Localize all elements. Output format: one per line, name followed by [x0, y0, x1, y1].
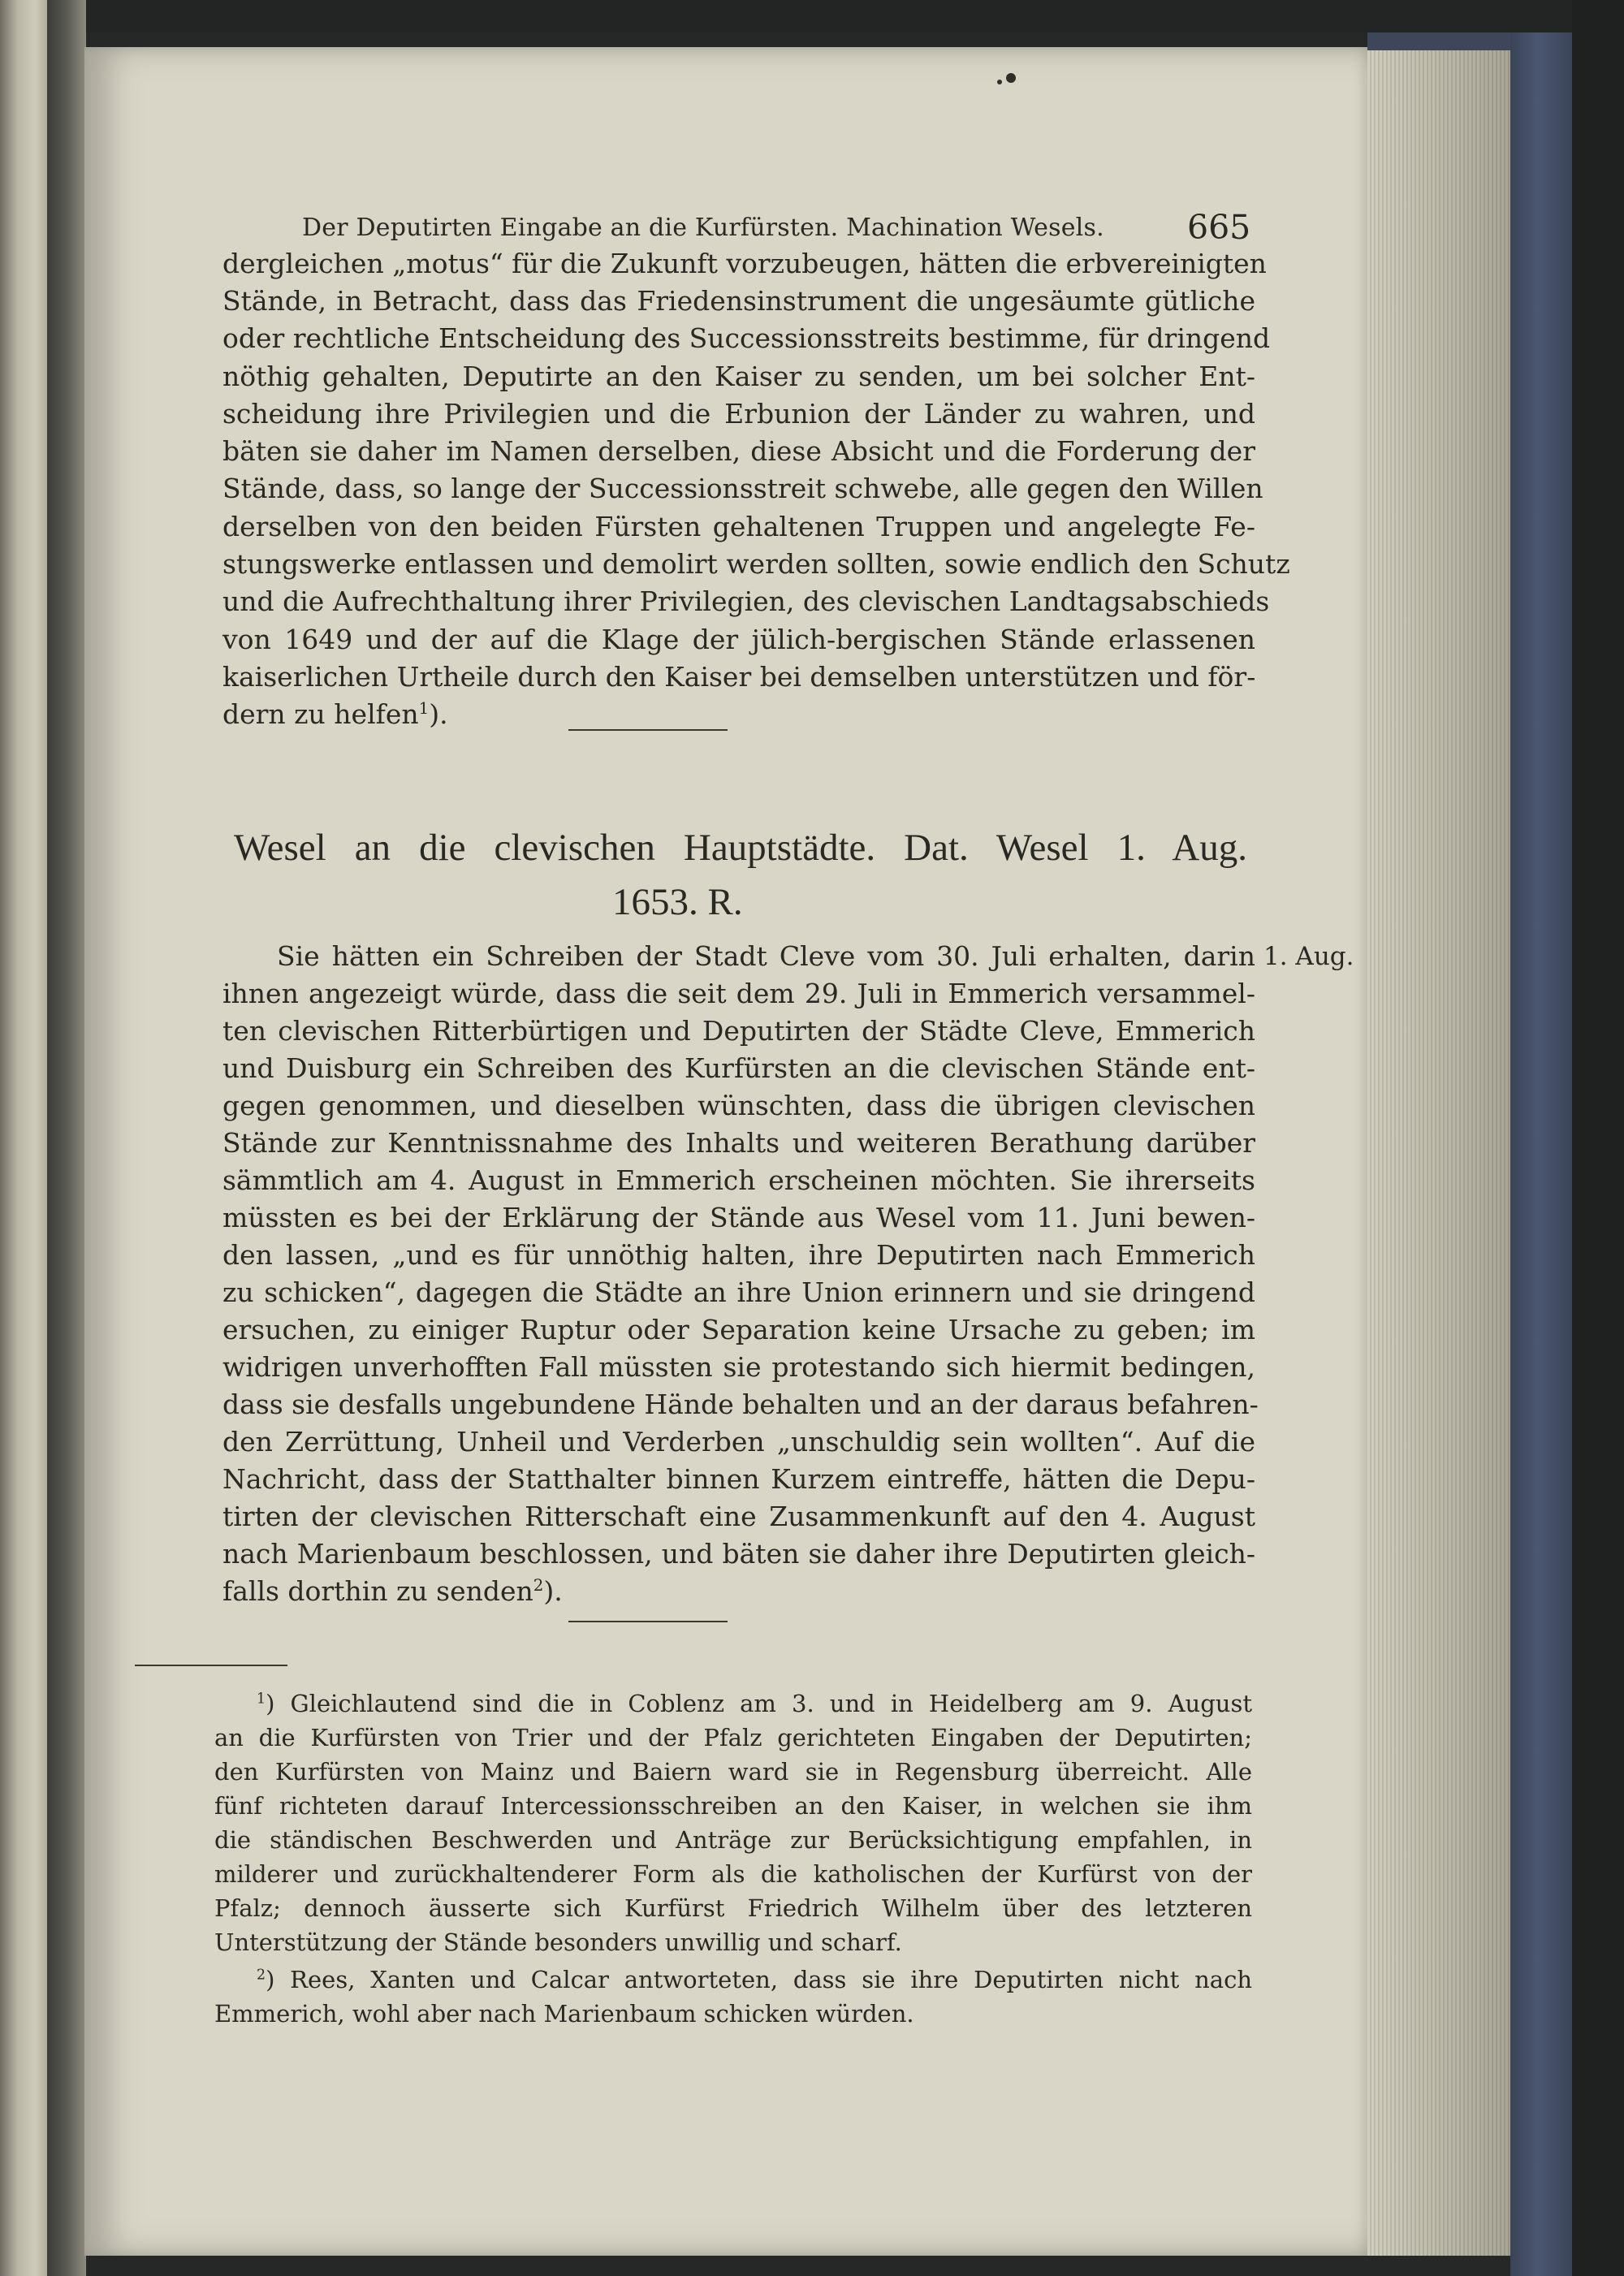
text-line: Sie hätten ein Schreiben der Stadt Cleve vom 30. Juli erhalten, darin: [277, 940, 1255, 972]
text-line-last: [222, 1575, 1255, 1608]
footnote-line: den Kurfürsten von Mainz und Baiern ward sie in Regensburg überreicht. Alle: [214, 1758, 1252, 1786]
footnote-line: die ständischen Beschwerden und Anträge zur Berücksichtigung empfahlen, in: [214, 1826, 1252, 1854]
text-line: scheidung ihre Privilegien und die Erbunion der Länder zu wahren, und: [222, 398, 1255, 430]
footnote-line: an die Kurfürsten von Trier und der Pfalz gerichteten Eingaben der Deputirten;: [214, 1724, 1252, 1751]
margin-date-note: 1. Aug.: [1263, 942, 1354, 971]
text-line: dern zu helfen: [222, 698, 419, 730]
text-line: widrigen unverhofften Fall müssten sie protestando sich hiermit bedingen,: [222, 1351, 1255, 1383]
text-line: stungswerke entlassen und demolirt werden sollten, sowie endlich den Schutz: [222, 548, 1290, 580]
text-line: ihnen angezeigt würde, dass die seit dem 29. Juli in Emmerich versammel-: [222, 978, 1255, 1009]
text-line: tirten der clevischen Ritterschaft eine Zusammenkunft auf den 4. August: [222, 1501, 1255, 1532]
text-line: und die Aufrechthaltung ihrer Privilegien, des clevischen Landtagsabschieds: [222, 585, 1270, 617]
text-line: von 1649 und der auf die Klage der jülich-bergischen Stände erlassenen: [222, 624, 1255, 655]
footnote-line: fünf richteten darauf Intercessionsschreiben an den Kaiser, in welchen sie ihm: [214, 1792, 1252, 1820]
text-line-end: ).: [429, 698, 448, 730]
text-line: ten clevischen Ritterbürtigen und Deputirten der Städte Cleve, Emmerich: [222, 1015, 1255, 1047]
text-line: nöthig gehalten, Deputirte an den Kaiser zu senden, um bei solcher Ent-: [222, 361, 1255, 392]
footnote-line: milderer und zurückhaltenderer Form als die katholischen der Kurfürst von der: [214, 1860, 1252, 1888]
footnote-text: ) Rees, Xanten und Calcar antworteten, dass sie ihre Deputirten nicht nach: [266, 1966, 1252, 1993]
section-divider: [568, 1621, 728, 1622]
ink-spot: [1006, 73, 1016, 83]
section-heading-line-2: 1653. R.: [612, 881, 743, 923]
running-head: Der Deputirten Eingabe an die Kurfürsten. Machination Wesels.: [302, 214, 1104, 242]
text-line: den lassen, „und es für unnöthig halten, ihre Deputirten nach Emmerich: [222, 1239, 1255, 1271]
text-line: ersuchen, zu einiger Ruptur oder Separation keine Ursache zu geben; im: [222, 1314, 1255, 1345]
footnote-line: Pfalz; dennoch äusserte sich Kurfürst Friedrich Wilhelm über des letzteren: [214, 1894, 1252, 1922]
section-heading-line-1: Wesel an die clevischen Hauptstädte. Dat. Wesel 1. Aug.: [234, 827, 1247, 869]
text-line: gegen genommen, und dieselben wünschten, dass die übrigen clevischen: [222, 1090, 1255, 1121]
background-right: [1572, 0, 1624, 2276]
text-line: bäten sie daher im Namen derselben, diese Absicht und die Forderung der: [222, 435, 1255, 467]
text-line: derselben von den beiden Fürsten gehaltenen Truppen und angelegte Fe-: [222, 511, 1255, 542]
text-line-end: ).: [543, 1575, 563, 1607]
text-line: nach Marienbaum beschlossen, und bäten sie daher ihre Deputirten gleich-: [222, 1538, 1255, 1570]
book-gutter: [47, 0, 86, 2276]
footnote-line: [257, 1689, 1252, 1718]
book-page: [84, 47, 1367, 2256]
page-number: 665: [1187, 208, 1251, 247]
text-line-last: [222, 698, 1255, 731]
section-divider: [568, 729, 728, 731]
footnote-separator: [135, 1665, 287, 1666]
footnote-number: 2: [257, 1967, 266, 1984]
text-line: Stände, dass, so lange der Successionsstreit schwebe, alle gegen den Willen: [222, 473, 1263, 504]
text-line: und Duisburg ein Schreiben des Kurfürsten an die clevischen Stände ent-: [222, 1052, 1255, 1084]
ink-spot: [997, 80, 1002, 84]
text-line: falls dorthin zu senden: [222, 1575, 533, 1607]
text-line: oder rechtliche Entscheidung des Successionsstreits bestimme, für dringend: [222, 322, 1271, 354]
previous-page-edge: [0, 0, 50, 2276]
page-stack-shadow: [1367, 50, 1510, 2256]
text-line: dergleichen „motus“ für die Zukunft vorzubeugen, hätten die erbvereinigten: [222, 248, 1267, 279]
text-line: müssten es bei der Erklärung der Stände aus Wesel vom 11. Juni bewen-: [222, 1202, 1255, 1233]
footnote-line: Unterstützung der Stände besonders unwillig und scharf.: [214, 1928, 902, 1956]
text-line: den Zerrüttung, Unheil und Verderben „unschuldig sein wollten“. Auf die: [222, 1426, 1255, 1458]
footnote-mark: 1: [418, 699, 430, 718]
text-line: Stände, in Betracht, dass das Friedensinstrument die ungesäumte gütliche: [222, 285, 1255, 317]
text-line: zu schicken“, dagegen die Städte an ihre Union erinnern und sie dringend: [222, 1276, 1255, 1308]
footnote-number: 1: [257, 1691, 266, 1708]
text-line: dass sie desfalls ungebundene Hände behalten und an der daraus befahren-: [222, 1388, 1259, 1420]
footnote-line: [257, 1965, 1252, 1994]
footnote-line: Emmerich, wohl aber nach Marienbaum schicken würden.: [214, 2000, 914, 2028]
footnote-text: ) Gleichlautend sind die in Coblenz am 3. und in Heidelberg am 9. August: [266, 1690, 1252, 1717]
footnote-mark: 2: [533, 1576, 544, 1595]
background-top: [84, 0, 1624, 32]
text-line: Nachricht, dass der Statthalter binnen Kurzem eintreffe, hätten die Depu-: [222, 1463, 1255, 1495]
text-line: kaiserlichen Urtheile durch den Kaiser bei demselben unterstützen und för-: [222, 661, 1256, 693]
text-line: sämmtlich am 4. August in Emmerich erscheinen möchten. Sie ihrerseits: [222, 1164, 1255, 1196]
text-line: Stände zur Kenntnissnahme des Inhalts und weiteren Berathung darüber: [222, 1127, 1255, 1159]
book-cover-edge: [1510, 32, 1572, 2276]
